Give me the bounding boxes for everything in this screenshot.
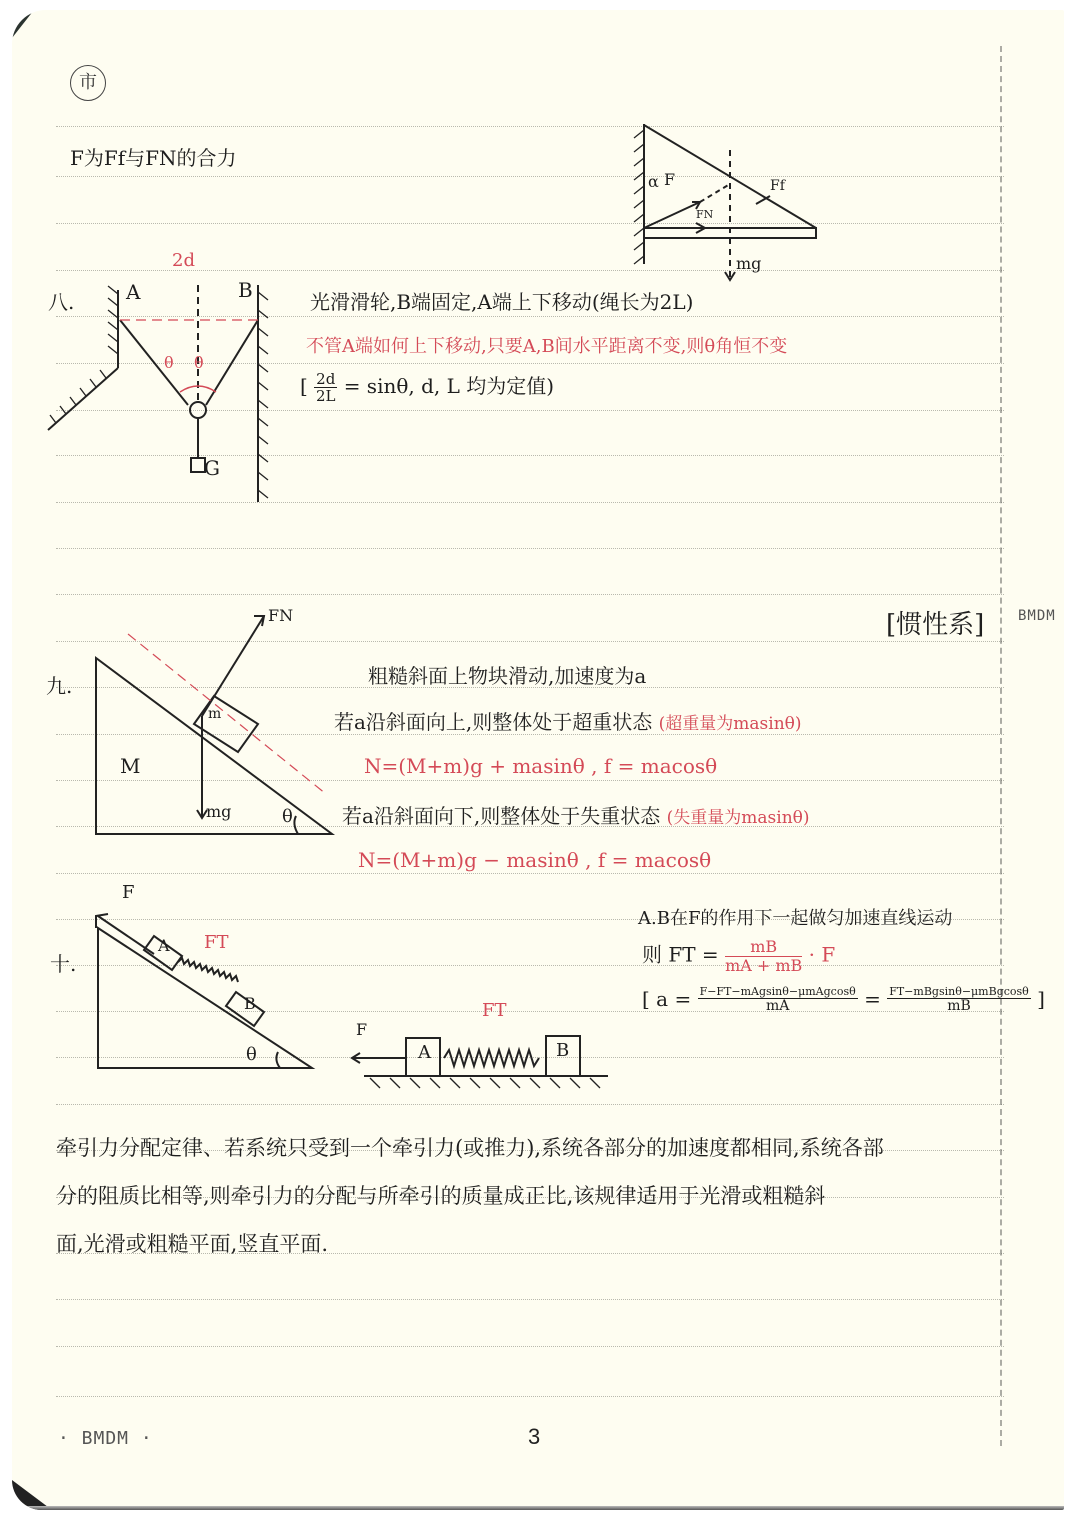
numerator: mB — [725, 938, 802, 957]
section-8-number: 八. — [48, 290, 75, 314]
ruled-line — [56, 126, 1004, 127]
ruled-line — [56, 223, 1004, 224]
law-line-1: 牵引力分配定律、若系统只受到一个牵引力(或推力),系统各部分的加速度都相同,系统各部 — [56, 1136, 884, 1160]
footer-brand: · BMDM · — [58, 1428, 153, 1449]
section-10-line1: A.B在F的作用下一起做匀加速直线运动 — [638, 908, 953, 929]
mass-big-m-label: M — [120, 754, 141, 778]
force-f-label: F — [122, 882, 135, 903]
force-f-horizontal-label: F — [356, 1020, 368, 1039]
wall-beam-diagram — [630, 120, 830, 280]
section-10-ft-formula — [642, 938, 835, 974]
a-suffix: ] — [1037, 986, 1045, 1011]
section-8-line3 — [300, 370, 554, 405]
margin-line — [1000, 46, 1002, 1446]
section-9-number: 九. — [46, 674, 73, 698]
ruled-line — [56, 594, 1004, 595]
section-9-title: 粗糙斜面上物块滑动,加速度为a — [368, 664, 647, 688]
incline-spring-diagram — [92, 884, 322, 1074]
notebook-logo: 市 — [70, 65, 106, 101]
ruled-line — [56, 1396, 1004, 1397]
denominator: 2L — [315, 387, 336, 405]
section-10-a-formula — [642, 986, 1045, 1014]
brand-mark: BMDM — [1018, 608, 1056, 624]
bracket: [ — [300, 374, 308, 398]
section-9-case-up — [334, 706, 802, 735]
fraction-2d-2l — [314, 371, 337, 405]
numerator: FT−mBgsinθ−μmBgcosθ — [889, 985, 1029, 998]
a-fraction-2 — [887, 986, 1031, 1014]
numerator: F−FT−mAgsinθ−μmAgcosθ — [699, 985, 856, 998]
inertial-frame-tag: [惯性系] — [886, 610, 985, 640]
block-b-horizontal-label: B — [556, 1040, 570, 1061]
section-8-line1: 光滑滑轮,B端固定,A端上下移动(绳长为2L) — [310, 290, 694, 314]
theta-label: θ — [282, 806, 293, 827]
alpha-label: α — [648, 172, 659, 191]
denominator: mB — [947, 998, 971, 1015]
fn-force-label: FN — [268, 606, 294, 625]
width-2d-label: 2d — [172, 250, 195, 271]
mass-m-label: m — [208, 706, 222, 722]
pulley-diagram — [40, 280, 280, 500]
ruled-line — [56, 270, 1004, 271]
formula-rest: = sinθ, d, L 均为定值) — [343, 374, 555, 398]
section-9-case-down — [342, 800, 810, 829]
weight-g-label: G — [204, 456, 220, 480]
point-b-label: B — [238, 278, 253, 302]
theta-right-label: θ — [194, 353, 204, 372]
theta-label: θ — [246, 1044, 257, 1065]
page-corner — [12, 10, 34, 38]
ruled-line — [56, 1104, 1004, 1105]
ft-label: FT — [204, 932, 229, 953]
ft-fraction — [725, 938, 802, 974]
ruled-line — [56, 1346, 1004, 1347]
page-number: 3 — [528, 1424, 541, 1449]
point-a-label: A — [126, 280, 141, 304]
mg-label: mg — [736, 254, 762, 273]
numerator: 2d — [316, 369, 336, 388]
section-10-number: 十. — [50, 952, 77, 976]
ruled-line — [56, 1299, 1004, 1300]
case-down-note: (失重量为masinθ) — [666, 808, 810, 828]
section-8-line2: 不管A端如何上下移动,只要A,B间水平距离不变,则θ角恒不变 — [306, 336, 788, 357]
notebook-page — [12, 10, 1064, 1510]
ff-label: Ff — [770, 178, 785, 194]
ft-horizontal-label: FT — [482, 1000, 507, 1021]
theta-left-label: θ — [164, 353, 174, 372]
intro-text: F为Ff与FN的合力 — [70, 146, 237, 170]
ruled-line — [56, 548, 1004, 549]
block-a-label: A — [158, 936, 170, 955]
section-9-case-down-formula: N=(M+m)g − masinθ , f = macosθ — [358, 848, 712, 872]
ruled-line — [56, 873, 1004, 874]
block-b-label: B — [244, 994, 256, 1013]
ruled-line — [56, 176, 1004, 177]
denominator: mA — [765, 998, 790, 1015]
ft-prefix: 则 FT = — [642, 942, 719, 967]
ft-suffix: · F — [808, 942, 836, 967]
law-line-2: 分的阻质比相等,则牵引力的分配与所牵引的质量成正比,该规律适用于光滑或粗糙斜 — [56, 1184, 826, 1208]
section-9-case-up-formula: N=(M+m)g + masinθ , f = macosθ — [364, 754, 718, 778]
case-down-text: 若a沿斜面向下,则整体处于失重状态 — [342, 804, 661, 828]
a-prefix: [ a = — [642, 986, 692, 1011]
law-line-3: 面,光滑或粗糙平面,竖直平面. — [56, 1232, 329, 1256]
case-up-note: (超重量为masinθ) — [658, 714, 802, 734]
a-fraction-1 — [698, 986, 858, 1014]
ruled-line — [56, 502, 1004, 503]
denominator: mA + mB — [725, 955, 803, 975]
block-a-horizontal-label: A — [418, 1042, 431, 1063]
page-edge — [12, 1506, 1064, 1510]
fn-label: FN — [696, 208, 714, 221]
force-f-label: F — [664, 170, 676, 189]
case-up-text: 若a沿斜面向上,则整体处于超重状态 — [334, 710, 653, 734]
equals: = — [864, 986, 881, 1011]
mg-force-label: mg — [206, 802, 232, 821]
